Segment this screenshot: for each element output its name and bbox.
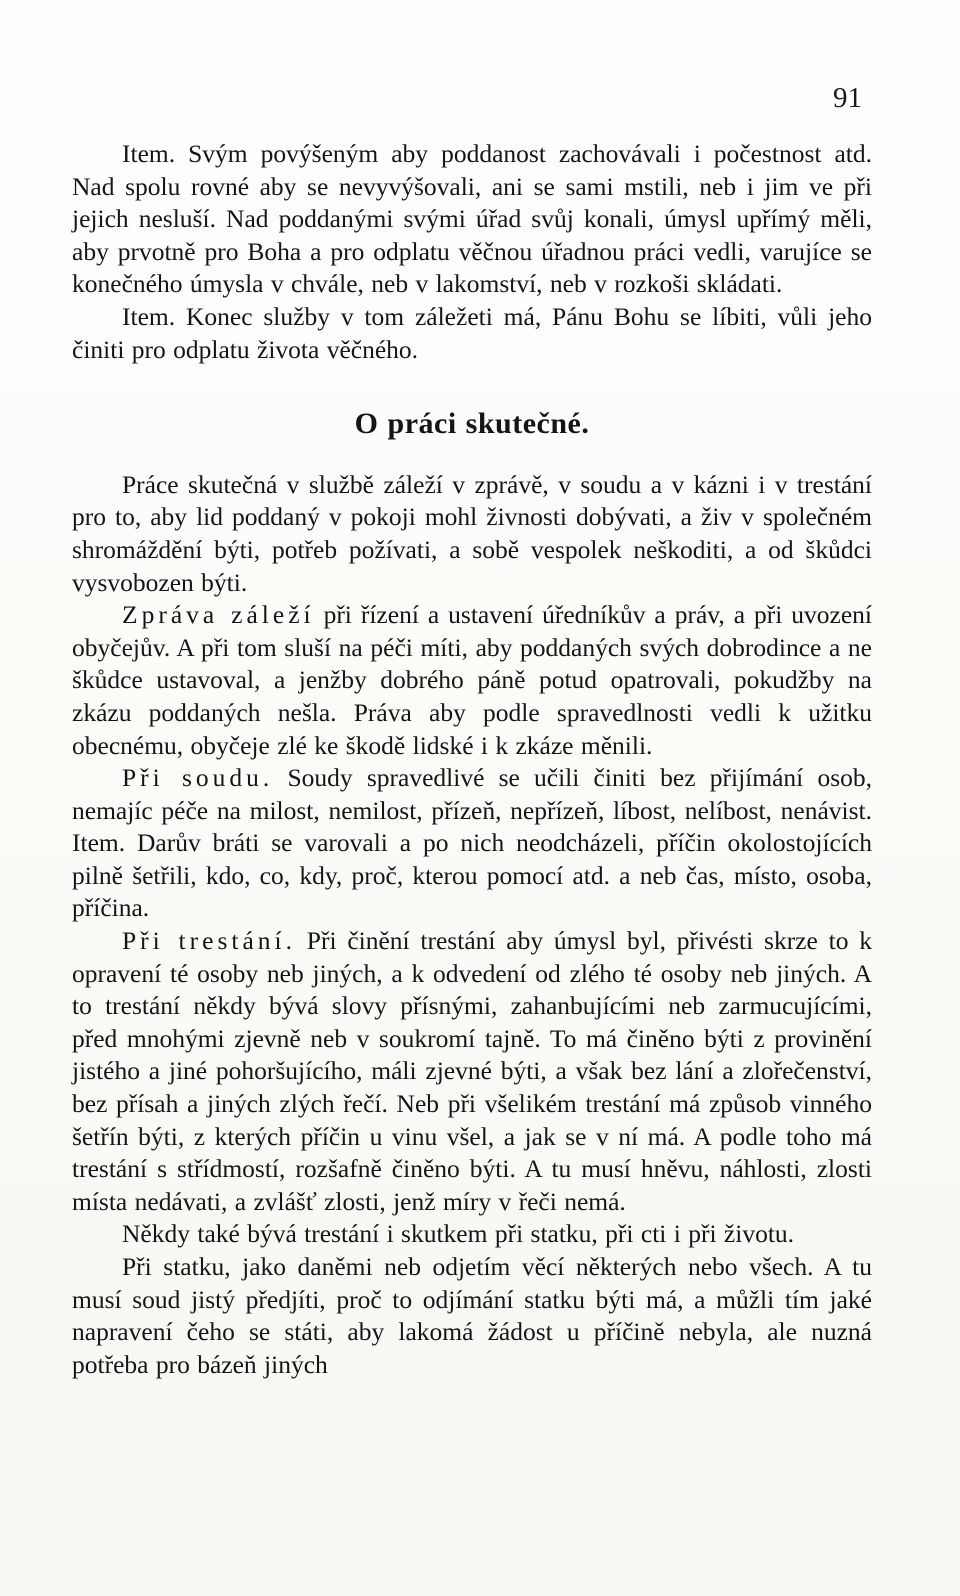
paragraph: Při statku, jako daněmi neb odjetím věcí některých nebo všech. A tu musí soud jistý předjíti, proč to odjímání statku býti má, a můžli tím jaké napravení čeho se státi, aby lakomá žádost u příčině nebyla, ale nuzná potřeba pro bázeň jiných bbox=[72, 1252, 872, 1379]
paragraph-text: Při činění trestání aby úmysl byl, přivésti skrze to k opravení té osoby neb jiných, a k odvedení od zlého té osoby neb jiných. A to trestání někdy bývá slovy přísnými, zahanbujícími neb zarmucujícími, před mnohými zjevně neb v soukromí tajně. To má činěno býti z provinění jistého a jiné pohoršujícího, máli zjevné býti, a však bez lání a zlořečenství, bez přísah a jiných zlých řečí. Neb při všelikém trestání má způsob vinného šetřín býti, z kterých příčin u vinu všel, a jak se v ní má. A podle toho má trestání s střídmostí, rozšafně činěno býti. A tu musí hněvu, náhlosti, zlosti místa nedávati, a zvlášť zlosti, jenž míry v řeči nemá. bbox=[72, 926, 872, 1216]
paragraph: Práce skutečná v službě záleží v zprávě, v soudu a v kázni i v trestání pro to, aby lid poddaný v pokoji mohl živnosti dobývati, a živ v společném shromáždění býti, potřeb požívati, a sobě vespolek neškoditi, a od škůdci vysvobozen býti. bbox=[72, 469, 872, 597]
paragraph-text: Soudy spravedlivé se učili činiti bez přijímání osob, nemajíc péče na milost, nemilost, přízeň, nepřízeň, líbost, nelíbost, nenávist. Item. Darův bráti se varovali a po nich neodcházeli, příčin okolostojících pilně šetřili, kdo, co, kdy, proč, kterou pomocí atd. a neb čas, místo, osoba, příčina. bbox=[72, 763, 872, 923]
paragraph: Item. Konec služby v tom záležeti má, Pánu Bohu se líbiti, vůli jeho činiti pro odplatu života věčného. bbox=[72, 301, 872, 364]
spaced-lead: Zpráva záleží bbox=[122, 600, 315, 630]
page-body bbox=[72, 138, 872, 1381]
paragraph: Item. Svým povýšeným aby poddanost zachovávali i počestnost atd. Nad spolu rovné aby se nevyvýšovali, ani se sami mstili, neb i jim ve při jejich nesluší. Nad poddanými svými úřad svůj konali, úmysl upřímý měli, aby prvotně pro Boha a pro odplatu věčnou úřadnou práci vedli, varujíce se konečného úmysla v chvále, neb v lakomství, neb v rozkoši skládati. bbox=[72, 139, 872, 299]
paragraph bbox=[72, 925, 872, 1218]
paragraph-text: při řízení a ustavení úředníkův a práv, a při uvození obyčejův. A při tom sluší na péči míti, aby poddaných svých dobrodince a ne škůdce ustavoval, a jenžby dobrého páně potud opatrovali, pokudžby na zkázu poddaných nešla. Práva aby podle spravedlnosti vedli k užitku obecnému, obyčeje zlé ke škodě lidské i k zkáze měnili. bbox=[72, 600, 872, 760]
paragraph: Někdy také bývá trestání i skutkem při statku, při cti i při životu. bbox=[122, 1219, 795, 1249]
spaced-lead: Při trestání. bbox=[122, 926, 296, 956]
paragraph bbox=[72, 599, 872, 762]
section-heading: O práci skutečné. bbox=[354, 407, 590, 441]
paragraph bbox=[72, 762, 872, 925]
page-number: 91 bbox=[833, 82, 862, 114]
spaced-lead: Při soudu. bbox=[122, 763, 274, 793]
